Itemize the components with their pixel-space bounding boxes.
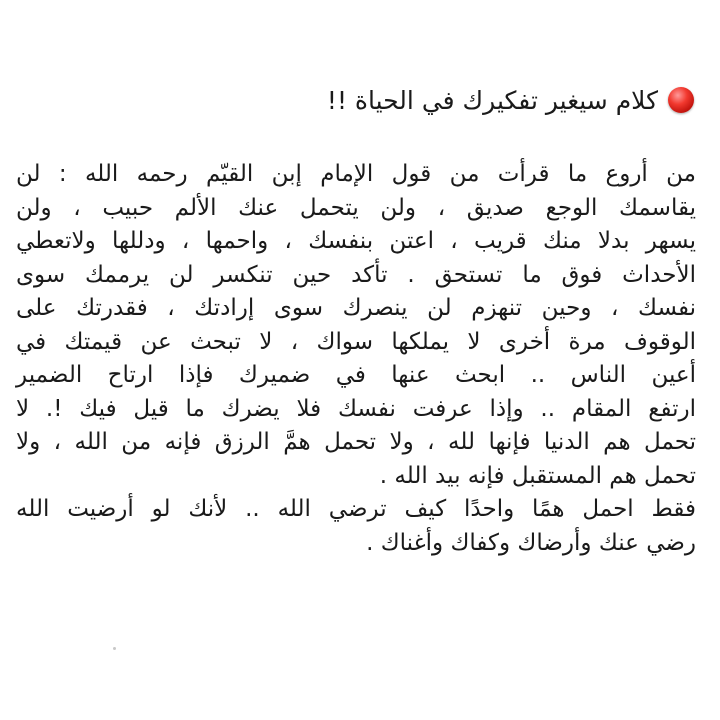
body-line-11: فقط احمل همًا واحدًا كيف ترضي الله .. لأنك لو أرضيت الله [16, 496, 696, 522]
red-circle-icon [668, 87, 694, 113]
body-line-2: يقاسمك الوجع صديق ، ولن يتحمل عنك الألم حبيب ، ولن [16, 194, 696, 221]
body-line-3: يسهر بدلا منك قريب ، اعتن بنفسك ، واحمها ، ودللها ولاتعطي [16, 228, 696, 254]
stray-mark [113, 647, 116, 650]
body-line-4: الأحداث فوق ما تستحق . تأكد حين تنكسر لن يرممك سوى [16, 261, 696, 288]
body-line-1: من أروع ما قرأت من قول الإمام إبن القيّم رحمه الله : لن [16, 161, 696, 187]
document-title: كلام سيغير تفكيرك في الحياة !! [326, 85, 658, 115]
document-body [16, 158, 696, 560]
body-line-5: نفسك ، وحين تنهزم لن ينصرك سوى إرادتك ، فقدرتك على [16, 295, 696, 321]
body-line-6: الوقوف مرة أخرى لا يملكها سواك ، لا تبحث عن قيمتك في [16, 328, 696, 355]
body-line-7: أعين الناس .. ابحث عنها في ضميرك فإذا ارتاح الضمير [16, 362, 696, 388]
body-line-8: ارتفع المقام .. وإذا عرفت نفسك فلا يضرك ما قيل فيك !. لا [16, 395, 696, 422]
body-line-9: تحمل هم الدنيا فإنها لله ، ولا تحمل همَّ الرزق فإنه من الله ، ولا [16, 429, 696, 455]
body-line-10: تحمل هم المستقبل فإنه بيد الله . [379, 462, 696, 489]
title-row [327, 80, 694, 120]
body-line-12: رضي عنك وأرضاك وكفاك وأغناك . [366, 529, 696, 556]
